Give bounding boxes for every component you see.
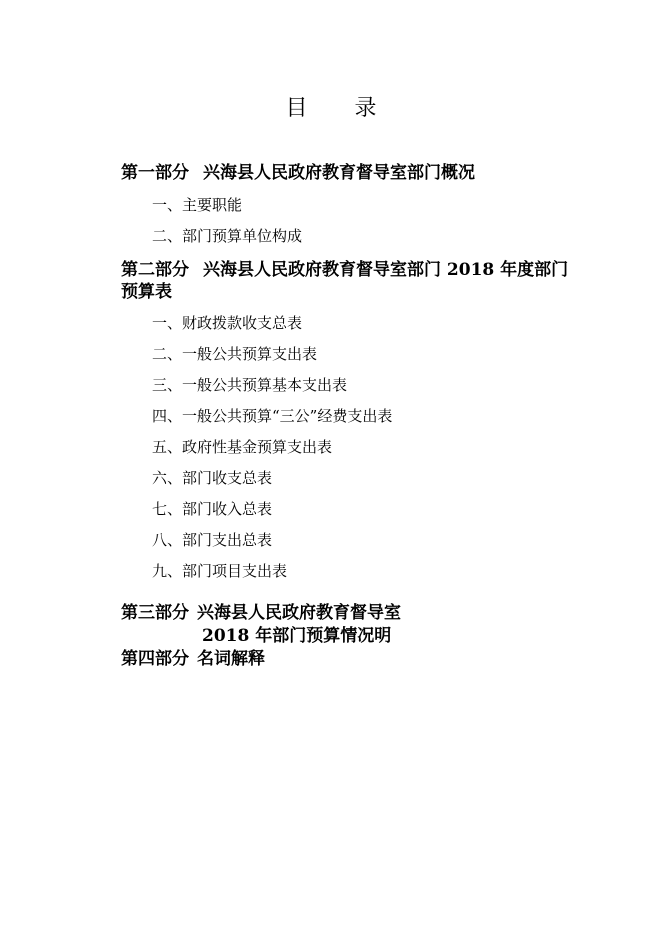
part-4-title: 名词解释 [197, 649, 265, 669]
part-2-label: 第二部分 [121, 260, 189, 280]
toc-part-4[interactable] [121, 648, 581, 670]
toc-part-2[interactable] [121, 259, 581, 303]
toc-item[interactable]: 六、部门收支总表 [152, 469, 273, 487]
toc-item[interactable]: 二、一般公共预算支出表 [152, 345, 318, 363]
part-3-label: 第三部分 [121, 603, 189, 623]
toc-item[interactable]: 一、主要职能 [152, 196, 243, 214]
page-title: 目 录 [285, 96, 397, 121]
part-1-label: 第一部分 [121, 163, 189, 183]
toc-item[interactable]: 四、一般公共预算“三公”经费支出表 [152, 407, 393, 425]
part-4-label: 第四部分 [121, 649, 189, 669]
table-of-contents [121, 162, 581, 670]
toc-item[interactable]: 五、政府性基金预算支出表 [152, 438, 333, 456]
toc-part-3[interactable] [121, 602, 581, 647]
part-2-items [121, 308, 581, 587]
toc-item[interactable]: 七、部门收入总表 [152, 500, 273, 518]
part-3-title-line1: 兴海县人民政府教育督导室 [197, 603, 401, 623]
part-1-title: 兴海县人民政府教育督导室部门概况 [203, 163, 475, 183]
toc-item[interactable]: 二、部门预算单位构成 [152, 227, 303, 245]
part-2-title: 兴海县人民政府教育督导室部门 2018 年度部门预算表 [121, 260, 569, 302]
toc-item[interactable]: 八、部门支出总表 [152, 531, 273, 549]
toc-part-1[interactable] [121, 162, 581, 184]
part-1-items [121, 190, 581, 252]
toc-item[interactable]: 一、财政拨款收支总表 [152, 314, 303, 332]
part-3-title-line2: 2018 年部门预算情况明 [202, 626, 392, 646]
toc-item[interactable]: 三、一般公共预算基本支出表 [152, 376, 348, 394]
toc-item[interactable]: 九、部门项目支出表 [152, 562, 288, 580]
